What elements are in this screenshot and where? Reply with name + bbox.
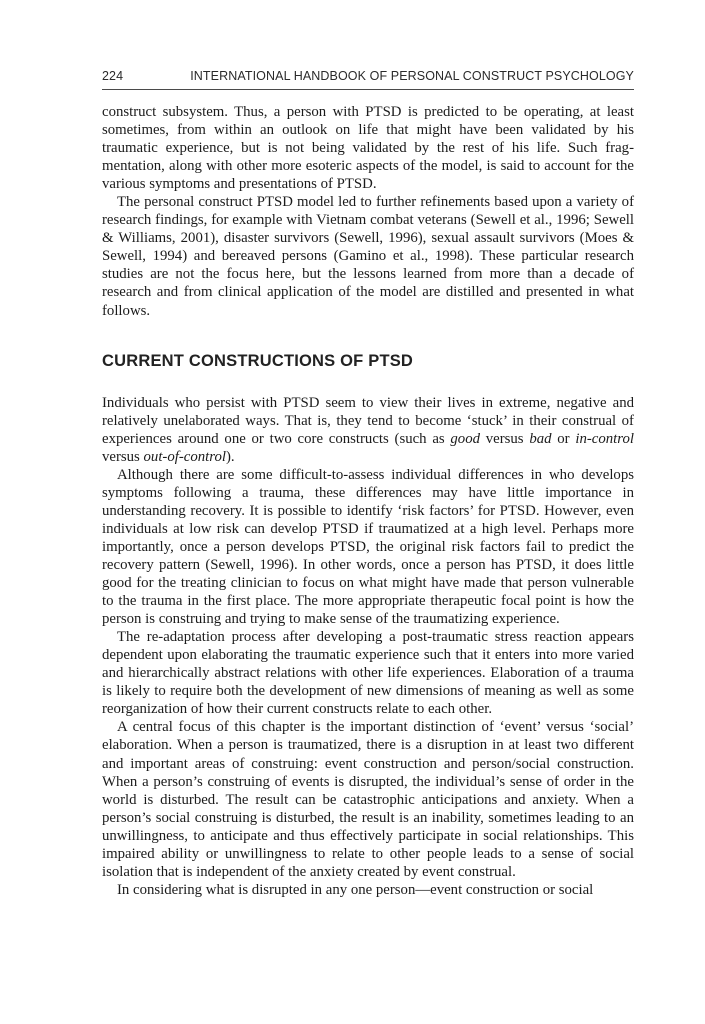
term-good: good xyxy=(450,430,480,447)
paragraph-2: The personal construct PTSD model led to further refinements based upon a variety of research findings, for example with Vietnam combat veterans (Sewell et al., 1996; Sewell & Williams, 2001), disaster survivors (Sewell, 1996), sexual assault survivors (Moes & Sewell, 1994) and bereaved persons (Gamino et al., 1998). These particular research studies are not the focus here, but the lessons learned from more than a decade of research and from clinical application of the model are distilled and presented in what follows. xyxy=(102,194,634,319)
header-rule xyxy=(102,89,634,90)
paragraph-7: In considering what is disrupted in any one person—event construction or social xyxy=(117,881,594,898)
paragraph-3 xyxy=(102,394,634,466)
paragraph-5: The re-adaptation process after developing a post-traumatic stress reaction appears dependent upon elaborating the traumatic experience such that it enters into more varied and hierarchically abstract relations with other life experiences. Elaboration of a trauma is likely to require both the development of new dimensions of meaning as well as some reorganization of how their current constructs relate to each other. xyxy=(102,629,634,718)
page-number: 224 xyxy=(102,69,124,83)
section-heading: CURRENT CONSTRUCTIONS OF PTSD xyxy=(102,351,414,370)
paragraph-3-text: Individuals who persist with PTSD seem to view their lives in extreme, negative and relatively unelaborated ways. That is, they tend to become ‘stuck’ in their construal of experiences around one or two core constructs (such as xyxy=(102,394,634,447)
paragraph-3-text: ). xyxy=(225,448,235,465)
body-text xyxy=(102,103,634,899)
paragraph-4: Although there are some difficult-to-assess individual differences in who develops symptoms following a trauma, these differences may have little importance in understanding recovery. It is possible to identify ‘risk factors’ for PTSD. However, even individuals at low risk can develop PTSD if traumatized at a high level. Perhaps more importantly, once a person develops PTSD, the original risk factors fail to predict the recovery pattern (Sewell, 1996). In other words, once a person has PTSD, it does little good for the treating clinician to focus on what might have made that person vulnerable to the trauma in the first place. The more appropriate therapeutic focal point is how the person is construing and trying to make sense of the traumatizing experience. xyxy=(102,466,634,628)
paragraph-1: construct subsystem. Thus, a person with PTSD is predicted to be operating, at least sometimes, from within an outlook on life that might have been validated by his traumatic experience, but is not being validated by the rest of his life. Such fragmentation, along with other more esoteric aspects of the model, is said to account for the various symptoms and presentations of PTSD. xyxy=(102,104,634,193)
paragraph-3-text: versus xyxy=(102,448,144,465)
term-out-of-control: out-of-control xyxy=(143,448,226,465)
paragraph-3-text: or xyxy=(551,430,576,447)
term-in-control: in-control xyxy=(575,430,634,447)
running-title: INTERNATIONAL HANDBOOK OF PERSONAL CONSTRUCT PSYCHOLOGY xyxy=(190,69,634,83)
term-bad: bad xyxy=(529,430,552,447)
paragraph-6: A central focus of this chapter is the important distinction of ‘event’ versus ‘social’ elaboration. When a person is traumatized, there is a disruption in at least two different and important areas of construing: event construction and person/social construction. When a person’s construing of events is disrupted, the individual’s sense of order in the world is disturbed. The result can be catastrophic anticipations and anxiety. When a person’s social construing is disturbed, the result is an inability, sometimes leading to an unwillingness, to anticipate and thus effectively participate in social relationships. This impaired ability or unwillingness to relate to other people leads to a sense of social isolation that is independent of the anxiety created by event construal. xyxy=(102,719,634,880)
paragraph-3-text: versus xyxy=(480,430,530,447)
